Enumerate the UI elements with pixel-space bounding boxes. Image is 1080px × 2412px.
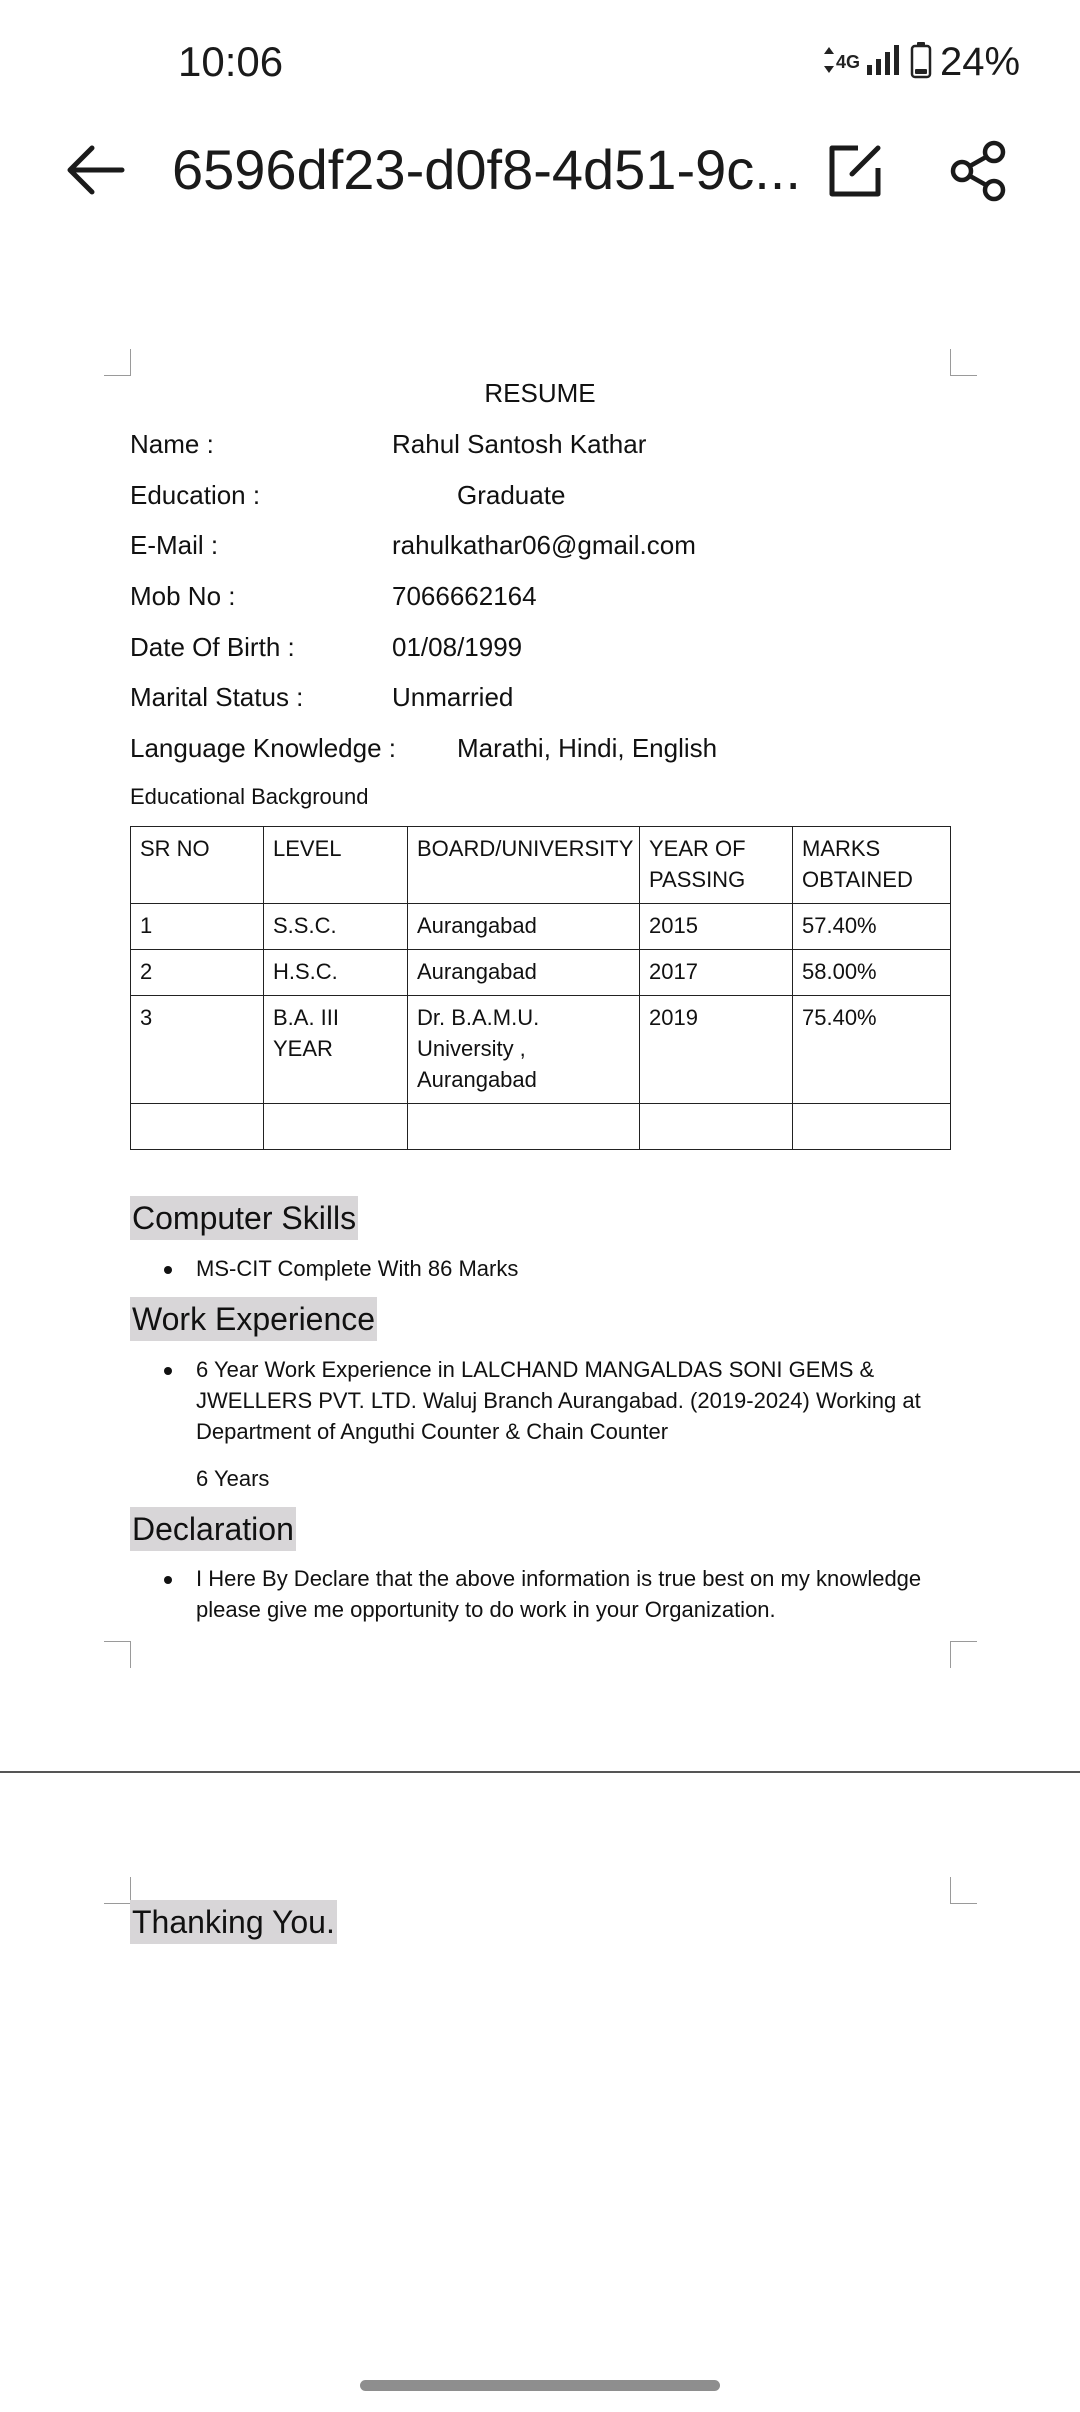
signal-updown-icon [822,43,836,82]
bullet-icon [164,1576,172,1584]
work-experience-duration: 6 Years [196,1466,270,1491]
table-header-cell: LEVEL [264,827,408,904]
field-value-marital-status: Unmarried [392,682,514,712]
status-indicators [822,36,1020,88]
computer-skills-heading: Computer Skills [130,1196,358,1240]
arrow-left-icon [60,197,132,214]
table-cell [264,1104,408,1150]
table-cell: S.S.C. [264,904,408,950]
field-value-email: rahulkathar06@gmail.com [392,530,696,560]
table-row [131,1104,951,1150]
table-cell: 58.00% [793,950,951,996]
network-type: 4G [836,51,861,72]
bullet-icon [164,1367,172,1375]
document-title: 6596df23-d0f8-4d51-9c... [172,138,801,201]
back-button[interactable] [60,130,132,210]
table-cell: 3 [131,996,264,1104]
table-cell: 2019 [640,996,793,1104]
field-value-languages: Marathi, Hindi, English [457,733,718,763]
table-cell [131,1104,264,1150]
table-cell: Dr. B.A.M.U. University , Aurangabad [408,996,640,1104]
declaration-heading: Declaration [130,1507,296,1551]
status-time: 10:06 [178,38,284,85]
field-label-mobile: Mob No : [130,581,236,611]
table-row [131,996,951,1104]
page-divider [0,1771,1080,1773]
table-cell: Aurangabad [408,950,640,996]
table-cell: B.A. III YEAR [264,996,408,1104]
table-cell: 75.40% [793,996,951,1104]
resume-title: RESUME [484,378,596,408]
signal-strength-icon [866,43,902,82]
field-label-education: Education : [130,480,261,510]
edit-icon [822,191,888,208]
table-header-cell: SR NO [131,827,264,904]
share-icon [946,191,1012,208]
field-label-name: Name : [130,429,214,459]
page-corner-mark [104,1877,131,1904]
table-row [131,904,951,950]
table-header-row [131,827,951,904]
table-cell: 2 [131,950,264,996]
page-corner-mark [950,1641,977,1668]
page-corner-mark [104,1641,131,1668]
closing-text: Thanking You. [130,1900,337,1944]
table-cell: 57.40% [793,904,951,950]
table-cell: Aurangabad [408,904,640,950]
declaration-item: I Here By Declare that the above information is true best on my knowledge please give me opportunity to do work in your Organization. [196,1566,922,1622]
field-label-marital-status: Marital Status : [130,682,304,712]
table-cell [640,1104,793,1150]
table-cell: H.S.C. [264,950,408,996]
table-cell [793,1104,951,1150]
edit-button[interactable] [822,138,888,204]
field-label-dob: Date Of Birth : [130,632,295,662]
battery-percentage: 24% [940,39,1021,84]
work-experience-item: 6 Year Work Experience in LALCHAND MANGALDAS SONI GEMS & JWELLERS PVT. LTD. Waluj Branch Aurangabad. (2019-2024) Working at Department of Anguthi Counter & Chain Counter [196,1357,921,1444]
table-cell: 1 [131,904,264,950]
page-corner-mark [104,349,131,376]
computer-skills-item: MS-CIT Complete With 86 Marks [196,1256,519,1281]
table-cell: 2015 [640,904,793,950]
field-value-mobile: 7066662164 [392,581,537,611]
bullet-icon [164,1266,172,1274]
education-table [130,826,951,1150]
home-indicator[interactable] [360,2380,720,2391]
field-value-name: Rahul Santosh Kathar [392,429,647,459]
share-button[interactable] [946,138,1012,204]
field-value-education: Graduate [457,480,566,510]
battery-icon [910,41,932,84]
table-cell [408,1104,640,1150]
table-cell: 2017 [640,950,793,996]
field-label-email: E-Mail : [130,530,219,560]
work-experience-heading: Work Experience [130,1297,377,1341]
page-corner-mark [950,1877,977,1904]
edu-section-heading: Educational Background [130,784,369,809]
table-header-cell: YEAR OF PASSING [640,827,793,904]
page-corner-mark [950,349,977,376]
table-header-cell: BOARD/UNIVERSITY [408,827,640,904]
table-row [131,950,951,996]
field-label-languages: Language Knowledge : [130,733,397,763]
table-header-cell: MARKS OBTAINED [793,827,951,904]
field-value-dob: 01/08/1999 [392,632,523,662]
